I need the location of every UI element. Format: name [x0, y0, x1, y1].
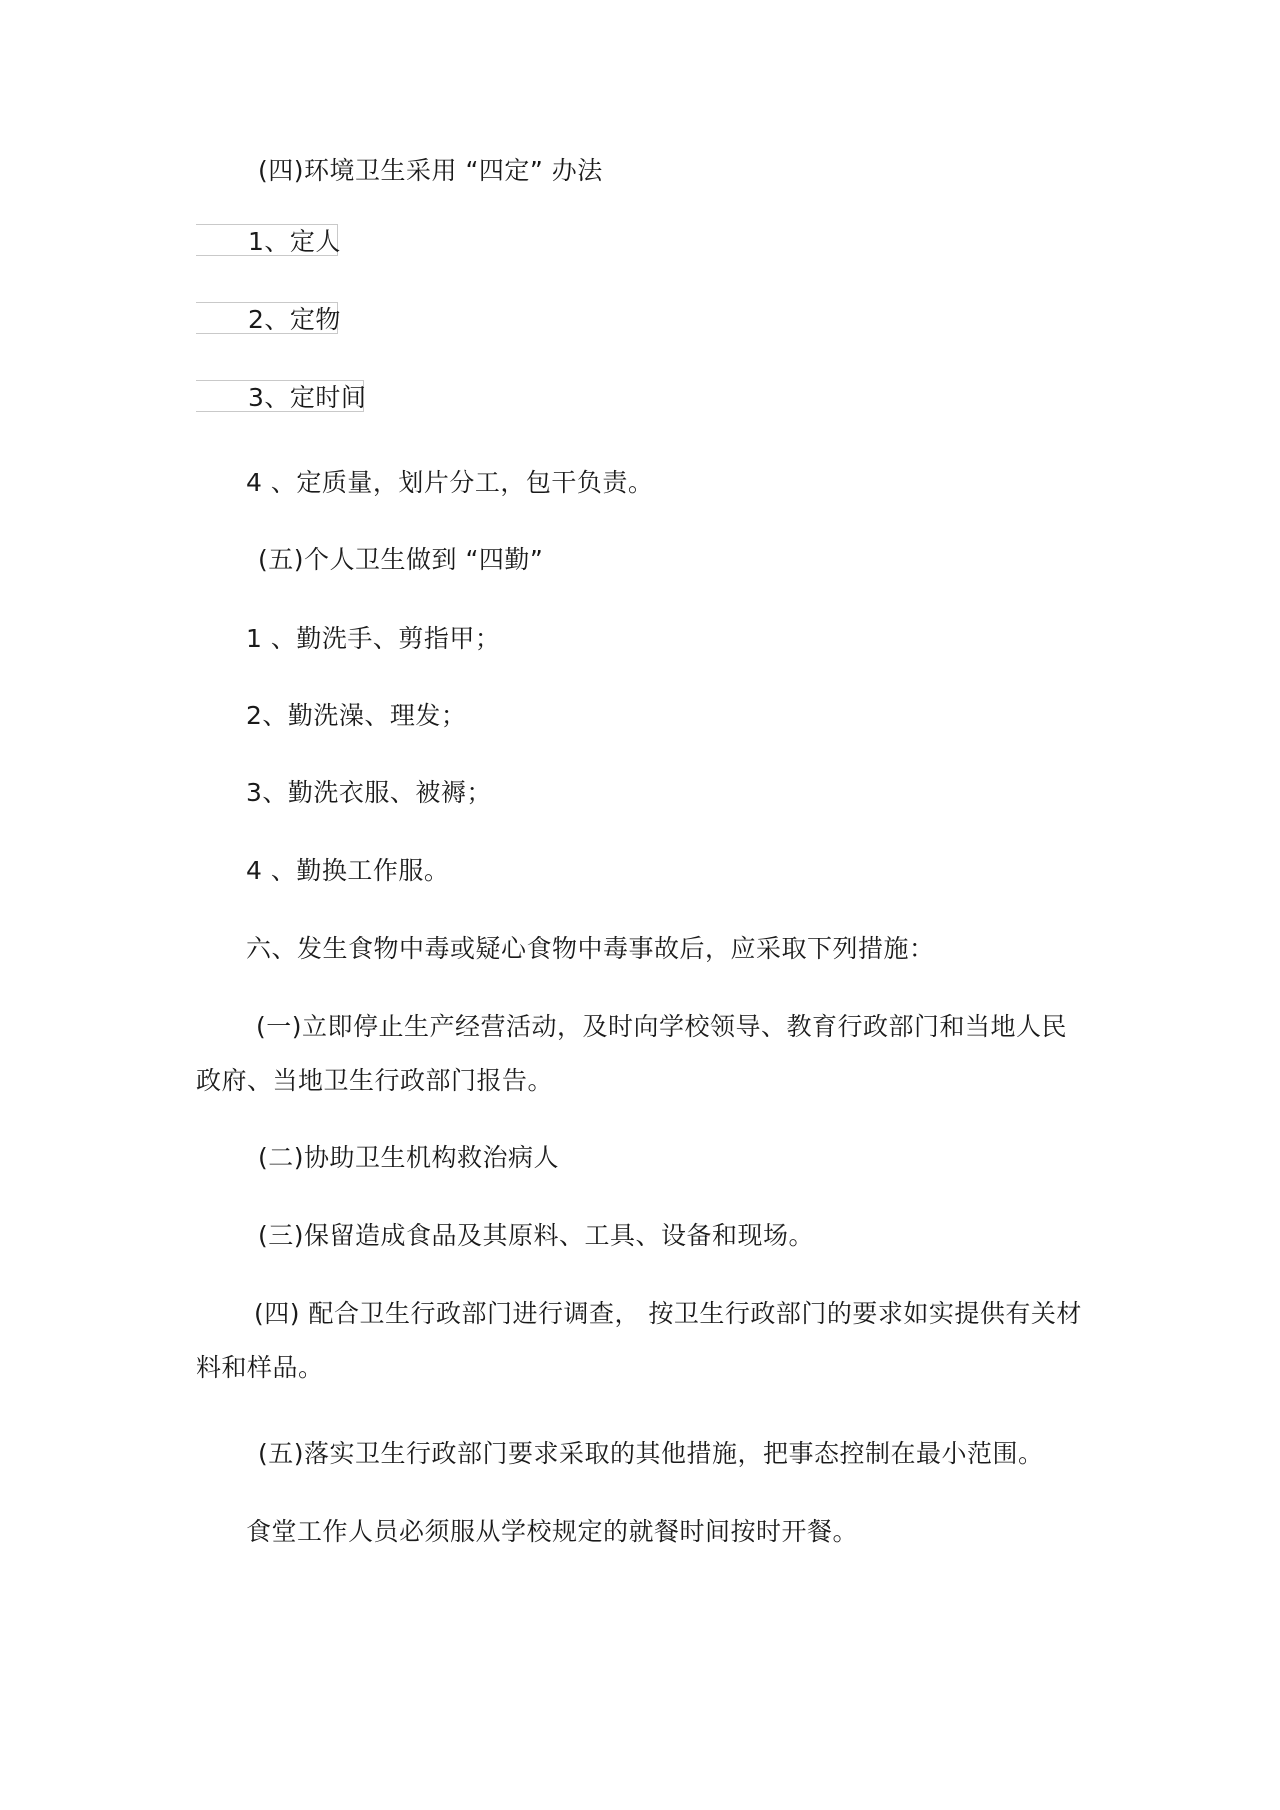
paragraph-line: 食堂工作人员必须服从学校规定的就餐时间按时开餐。 — [246, 1517, 859, 1546]
paragraph-line: 政府、当地卫生行政部门报告。 — [196, 1066, 554, 1095]
list-item: 3、定时间 — [248, 383, 367, 412]
list-item: 3、勤洗衣服、被褥； — [246, 778, 492, 807]
list-item: 1 、勤洗手、剪指甲； — [246, 624, 501, 653]
paragraph-line: 料和样品。 — [196, 1353, 324, 1382]
list-item: 4 、定质量，划片分工，包干负责。 — [246, 468, 654, 497]
section-heading-personal: (五)个人卫生做到 “四勤” — [258, 545, 544, 574]
paragraph-line: (三)保留造成食品及其原料、工具、设备和现场。 — [258, 1221, 815, 1250]
paragraph-line: (一)立即停止生产经营活动，及时向学校领导、教育行政部门和当地人民 — [256, 1012, 1068, 1041]
list-item: 2、勤洗澡、理发； — [246, 701, 467, 730]
paragraph-line: (二)协助卫生机构救治病人 — [258, 1143, 560, 1172]
section-heading-environment: (四)环境卫生采用 “四定” 办法 — [258, 156, 603, 185]
paragraph-line: (四) 配合卫生行政部门进行调查， 按卫生行政部门的要求如实提供有关材 — [254, 1299, 1082, 1328]
paragraph-line: (五)落实卫生行政部门要求采取的其他措施，把事态控制在最小范围。 — [258, 1439, 1044, 1468]
list-item: 2、定物 — [248, 305, 341, 334]
list-item: 4 、勤换工作服。 — [246, 856, 450, 885]
list-item: 1、定人 — [248, 227, 341, 256]
section-heading-poisoning: 六、发生食物中毒或疑心食物中毒事故后，应采取下列措施： — [246, 934, 935, 963]
